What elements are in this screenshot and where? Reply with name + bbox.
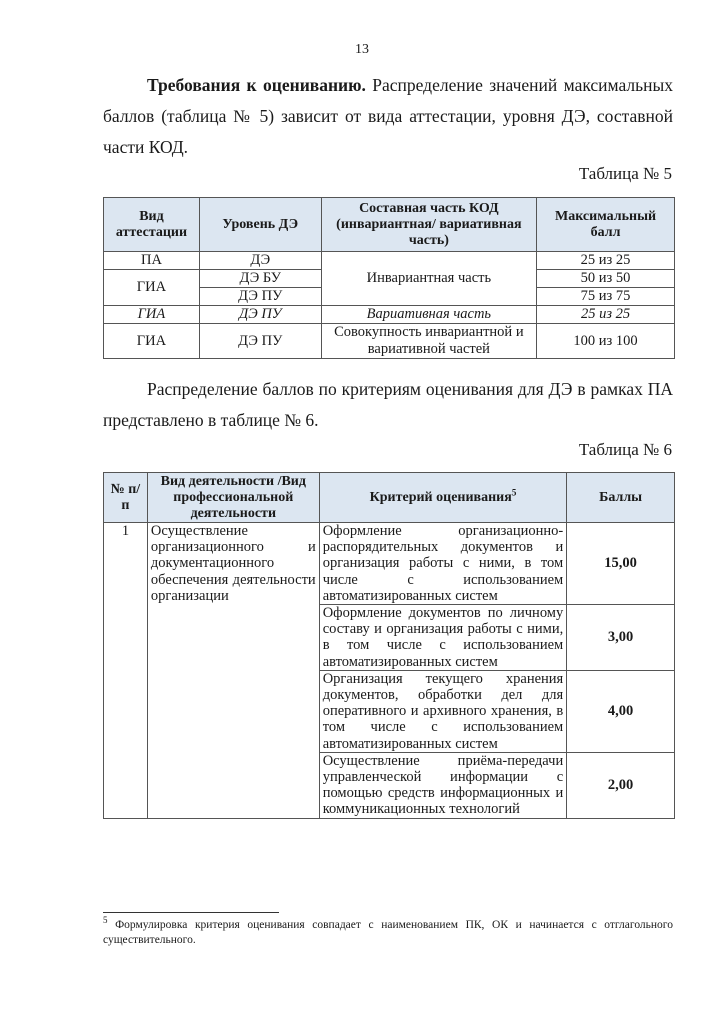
t5-cell-part: Вариативная часть bbox=[321, 306, 537, 324]
t6-header-criterion-text: Критерий оценивания bbox=[369, 489, 512, 505]
table-row bbox=[104, 252, 675, 270]
paragraph-text: Распределение значений максимальных баллов (таблица № 5) зависит от вида аттестации, уровня ДЭ, составной части КОД. bbox=[103, 75, 673, 157]
t5-cell-level: ДЭ БУ bbox=[199, 270, 321, 288]
t5-cell-level: ДЭ ПУ bbox=[199, 306, 321, 324]
table-5 bbox=[103, 197, 675, 359]
t5-cell-score: 50 из 50 bbox=[537, 270, 675, 288]
t6-cell-criterion: Оформление документов по личному составу и организация работы с ними, в том числе с использованием автоматизированных систем bbox=[319, 605, 567, 671]
t5-cell-type: ПА bbox=[104, 252, 200, 270]
t6-header-criterion bbox=[319, 473, 567, 523]
t5-header-level: Уровень ДЭ bbox=[199, 198, 321, 252]
footnote-marker: 5 bbox=[103, 915, 108, 926]
paragraph-text: Распределение баллов по критериям оценивания для ДЭ в рамках ПА представлено в таблице № 6. bbox=[103, 379, 673, 430]
t5-cell-score: 25 из 25 bbox=[537, 252, 675, 270]
t6-cell-criterion: Оформление организационно-распорядительных документов и организация работы с ними, в том числе с использованием автоматизированных систем bbox=[319, 523, 567, 605]
table6-caption: Таблица № 6 bbox=[578, 440, 672, 459]
t5-cell-level: ДЭ ПУ bbox=[199, 288, 321, 306]
paragraph-requirements bbox=[103, 70, 673, 163]
table-row bbox=[104, 306, 675, 324]
footnote-text: Формулировка критерия оценивания совпадает с наименованием ПК, ОК и начинается с отглагольного существительного. bbox=[103, 919, 673, 946]
t5-cell-level: ДЭ bbox=[199, 252, 321, 270]
t6-header-activity: Вид деятельности /Вид профессиональной деятельности bbox=[147, 473, 319, 523]
footnote bbox=[103, 915, 673, 948]
t5-cell-part: Инвариантная часть bbox=[321, 252, 537, 306]
paragraph-distribution bbox=[103, 374, 673, 436]
t5-cell-score: 75 из 75 bbox=[537, 288, 675, 306]
t6-cell-score: 3,00 bbox=[567, 605, 675, 671]
t6-header-num: № п/п bbox=[104, 473, 148, 523]
t5-header-score: Максимальный балл bbox=[537, 198, 675, 252]
t5-cell-type: ГИА bbox=[104, 324, 200, 359]
t5-cell-score: 25 из 25 bbox=[537, 306, 675, 324]
t6-cell-activity: Осуществление организационного и документационного обеспечения деятельности организации bbox=[147, 523, 319, 819]
paragraph-lead: Требования к оцениванию. bbox=[147, 75, 366, 95]
footnote-divider bbox=[103, 912, 279, 913]
footnote-ref: 5 bbox=[511, 486, 517, 497]
t6-cell-score: 2,00 bbox=[567, 752, 675, 818]
page-number: 13 bbox=[355, 42, 369, 57]
t5-cell-type: ГИА bbox=[104, 306, 200, 324]
table-row bbox=[104, 523, 675, 605]
t5-cell-score: 100 из 100 bbox=[537, 324, 675, 359]
t6-cell-score: 4,00 bbox=[567, 670, 675, 752]
table-row bbox=[104, 324, 675, 359]
table-6 bbox=[103, 472, 675, 819]
t6-header-score: Баллы bbox=[567, 473, 675, 523]
t5-cell-part: Совокупность инвариантной и вариативной частей bbox=[321, 324, 537, 359]
table5-caption: Таблица № 5 bbox=[578, 164, 672, 183]
t5-cell-type: ГИА bbox=[104, 270, 200, 306]
t6-cell-criterion: Организация текущего хранения документов, обработки дел для оперативного и архивного хранения, в том числе с использованием автоматизированных систем bbox=[319, 670, 567, 752]
t5-header-type: Вид аттестации bbox=[104, 198, 200, 252]
t6-cell-score: 15,00 bbox=[567, 523, 675, 605]
t6-cell-num: 1 bbox=[104, 523, 148, 819]
t6-cell-criterion: Осуществление приёма-передачи управленческой информации с помощью средств информационных и коммуникационных технологий bbox=[319, 752, 567, 818]
t5-header-part: Составная часть КОД (инвариантная/ вариативная часть) bbox=[321, 198, 537, 252]
t5-cell-level: ДЭ ПУ bbox=[199, 324, 321, 359]
